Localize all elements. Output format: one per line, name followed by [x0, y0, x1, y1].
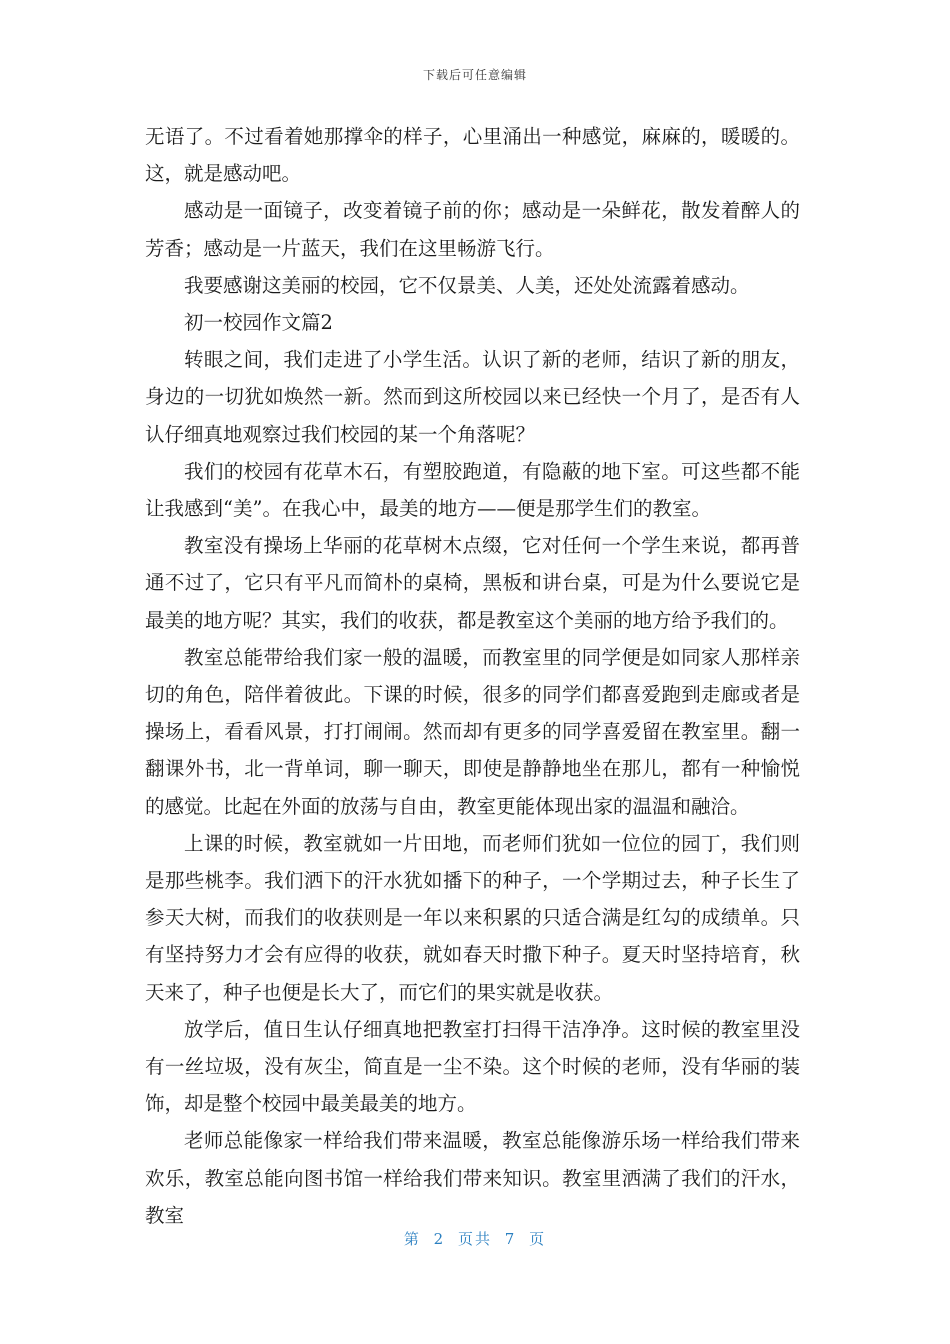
paragraph: 上课的时候，教室就如一片田地，而老师们犹如一位位的园丁，我们则是那些桃李。我们洒下的汗水犹如播下的种子，一个学期过去，种子长生了参天大树，而我们的收获则是一年以来积累的只适合满是红勾的成绩单。只有坚持努力才会有应得的收获，就如春天时撒下种子。夏天时坚持培育，秋天来了，种子也便是长大了，而它们的果实就是收获。	[145, 831, 800, 1004]
paragraph: 教室总能带给我们家一般的温暖，而教室里的同学便是如同家人那样亲切的角色，陪伴着彼此。下课的时候，很多的同学们都喜爱跑到走廊或者是操场上，看看风景，打打闹闹。然而却有更多的同学喜爱留在教室里。翻一翻课外书，北一背单词，聊一聊天，即使是静静地坐在那儿，都有一种愉悦的感觉。比起在外面的放荡与自由，教室更能体现出家的温温和融洽。	[145, 645, 800, 818]
paragraph: 老师总能像家一样给我们带来温暖，教室总能像游乐场一样给我们带来欢乐，教室总能向图书馆一样给我们带来知识。教室里洒满了我们的汗水，教室	[145, 1129, 800, 1227]
paragraph: 我要感谢这美丽的校园，它不仅景美、人美，还处处流露着感动。	[184, 273, 750, 297]
paragraph: 教室没有操场上华丽的花草树木点缀，它对任何一个学生来说，都再普通不过了，它只有平凡而简朴的桌椅，黑板和讲台桌，可是为什么要说它是最美的地方呢？其实，我们的收获，都是教室这个美丽的地方给予我们的。	[145, 534, 800, 632]
section-heading: 初一校园作文篇2	[184, 311, 333, 335]
page-number: 第 2 页共 7 页	[403, 1230, 547, 1248]
paragraph: 放学后，值日生认仔细真地把教室打扫得干洁净净。这时候的教室里没有一丝垃圾，没有灰尘，简直是一尘不染。这个时候的老师，没有华丽的装饰，却是整个校园中最美最美的地方。	[145, 1017, 800, 1116]
document-body	[145, 118, 800, 1234]
paragraph: 我们的校园有花草木石，有塑胶跑道，有隐蔽的地下室。可这些都不能让我感到“美”。在我心中，最美的地方——便是那学生们的教室。	[145, 459, 800, 521]
paragraph: 无语了。不过看着她那撑伞的样子，心里涌出一种感觉，麻麻的，暖暖的。这，就是感动吧。	[145, 125, 800, 186]
paragraph: 转眼之间，我们走进了小学生活。认识了新的老师，结识了新的朋友，身边的一切犹如焕然一新。然而到这所校园以来已经快一个月了，是否有人认仔细真地观察过我们校园的某一个角落呢？	[145, 348, 800, 446]
page-header: 下载后可任意编辑	[422, 68, 527, 82]
paragraph: 感动是一面镜子，改变着镜子前的你；感动是一朵鲜花，散发着醉人的芳香；感动是一片蓝天，我们在这里畅游飞行。	[145, 199, 800, 260]
